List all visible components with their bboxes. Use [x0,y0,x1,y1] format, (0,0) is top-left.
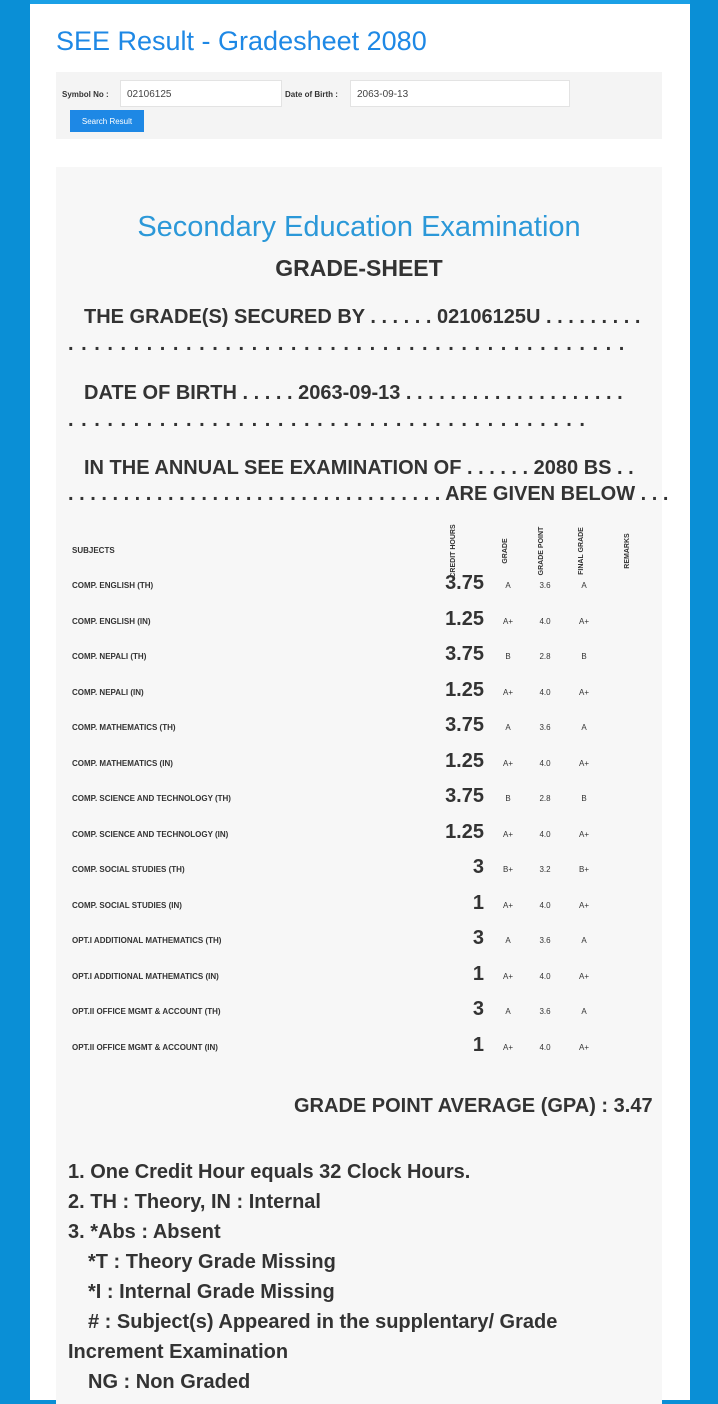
dob-input[interactable]: 2063-09-13 [350,80,570,107]
grade-point-cell: 4.0 [539,829,551,839]
subject-cell: COMP. SOCIAL STUDIES (TH) [72,865,185,874]
final-grade-cell: A [581,936,587,945]
subject-cell: COMP. NEPALI (TH) [72,652,147,661]
grade-cell: A+ [502,971,513,981]
remarks-header: REMARKS [624,533,631,569]
subject-cell: COMP. SCIENCE AND TECHNOLOGY (TH) [72,794,231,803]
grade-point-cell: 2.8 [539,652,551,661]
grade-point-cell: 3.6 [539,936,551,945]
grade-cell: A [505,936,511,945]
grade-point-cell: 3.2 [539,865,551,874]
note-item: # : Subject(s) Appeared in the supplentary/ Grade [88,1311,558,1333]
secured-dots: . . . . . . . . . . . . . . . . . . . . . . . . . . . . . . . . . . . . . . . . . . . [68,333,626,355]
final-grade-header: FINAL GRADE [578,527,585,575]
notes-list [68,1157,658,1397]
final-grade-cell: A+ [578,1042,589,1052]
search-form [56,72,662,139]
grade-point-header: GRADE POINT [538,526,545,576]
final-grade-cell: A+ [578,616,589,626]
page-container [30,0,690,1400]
grade-cell: A+ [502,687,513,697]
grade-cell: B+ [502,865,513,874]
grade-cell: A [505,1007,511,1016]
grade-point-cell: 3.6 [539,1007,551,1016]
grade-point-cell: 4.0 [539,971,551,981]
credit-hours-cell: 1.25 [445,820,484,843]
table-row [56,749,662,795]
credit-hours-cell: 3.75 [445,785,484,807]
table-row [56,785,662,830]
dob-label: Date of Birth : [285,90,338,99]
dob-dots: . . . . . . . . . . . . . . . . . . . . . . . . . . . . . . . . . . . . . . . . [68,409,586,431]
table-row [56,1033,662,1079]
table-row [56,678,662,724]
credit-hours-cell: 1 [472,891,484,914]
table-row [56,998,662,1043]
credit-hours-cell: 1 [472,1033,484,1056]
table-row [56,607,662,653]
grade-cell: A [505,723,511,732]
credit-hours-cell: 3.75 [445,643,484,665]
secured-by-line: THE GRADE(S) SECURED BY . . . . . . 02106125U . . . . . . . . . [84,306,641,328]
table-row [56,962,662,1008]
grade-point-cell: 2.8 [539,794,551,803]
table-row [56,927,662,972]
subject-cell: COMP. NEPALI (IN) [72,687,144,697]
subject-cell: COMP. ENGLISH (IN) [72,616,151,626]
gpa-summary: GRADE POINT AVERAGE (GPA) : 3.47 [294,1095,653,1117]
table-row [56,856,662,901]
grade-point-cell: 4.0 [539,616,551,626]
grade-cell: A+ [502,900,513,910]
symbol-input[interactable]: 02106125 [120,80,282,107]
grade-cell: B [505,794,511,803]
table-row [56,714,662,759]
symbol-label: Symbol No : [62,90,109,99]
note-item: 2. TH : Theory, IN : Internal [68,1191,321,1213]
grade-cell: A+ [502,1042,513,1052]
final-grade-cell: A+ [578,758,589,768]
final-grade-cell: A+ [578,900,589,910]
search-result-button[interactable]: Search Result [70,110,144,132]
credit-hours-cell: 3.75 [445,714,484,736]
final-grade-cell: A+ [578,971,589,981]
note-item: *T : Theory Grade Missing [88,1251,336,1273]
credit-hours-cell: 1.25 [445,607,484,630]
subject-cell: OPT.II OFFICE MGMT & ACCOUNT (IN) [72,1042,218,1052]
note-item: *I : Internal Grade Missing [88,1281,335,1303]
credit-hours-cell: 1.25 [445,749,484,772]
grade-header: GRADE [502,538,509,564]
credit-hours-header: CREDIT HOURS [450,524,457,578]
credit-hours-cell: 1 [472,962,484,985]
grade-sheet [56,167,669,1404]
subjects-header: SUBJECTS [72,546,115,555]
table-row [56,820,662,866]
dob-line: DATE OF BIRTH . . . . . 2063-09-13 . . . . . . . . . . . . . . . . . . . . [84,382,623,404]
subject-cell: OPT.I ADDITIONAL MATHEMATICS (TH) [72,936,222,945]
grade-point-cell: 4.0 [539,687,551,697]
subject-cell: COMP. SOCIAL STUDIES (IN) [72,900,182,910]
grade-cell: A [505,581,511,590]
final-grade-cell: A [581,581,587,590]
subject-cell: OPT.I ADDITIONAL MATHEMATICS (IN) [72,971,219,981]
subject-cell: OPT.II OFFICE MGMT & ACCOUNT (TH) [72,1007,221,1016]
grade-point-cell: 3.6 [539,723,551,732]
sheet-heading: Secondary Education Examination [137,211,581,243]
table-row [56,891,662,937]
note-item: 1. One Credit Hour equals 32 Clock Hours. [68,1161,471,1183]
final-grade-cell: B [581,652,587,661]
final-grade-cell: A [581,1007,587,1016]
credit-hours-cell: 3.75 [445,572,484,594]
final-grade-cell: B [581,794,587,803]
grade-cell: A+ [502,758,513,768]
grade-point-cell: 3.6 [539,581,551,590]
subject-cell: COMP. MATHEMATICS (TH) [72,723,176,732]
note-item: Increment Examination [68,1341,289,1363]
credit-hours-cell: 3 [472,998,484,1020]
grade-point-cell: 4.0 [539,900,551,910]
subject-cell: COMP. MATHEMATICS (IN) [72,758,173,768]
note-item: 3. *Abs : Absent [68,1221,221,1243]
note-item: NG : Non Graded [88,1371,251,1393]
subject-cell: COMP. SCIENCE AND TECHNOLOGY (IN) [72,829,229,839]
subject-cell: COMP. ENGLISH (TH) [72,581,154,590]
credit-hours-cell: 3 [472,927,484,949]
final-grade-cell: B+ [578,865,589,874]
credit-hours-cell: 1.25 [445,678,484,701]
grade-point-cell: 4.0 [539,1042,551,1052]
final-grade-cell: A+ [578,687,589,697]
table-row [56,572,662,617]
grade-point-cell: 4.0 [539,758,551,768]
exam-line-2: . . . . . . . . . . . . . . . . . . . . . . . . . . . . . . . . . . ARE GIVEN BELOW . . . [68,483,669,505]
sheet-subheading: GRADE-SHEET [275,255,443,281]
grade-cell: A+ [502,829,513,839]
table-row [56,643,662,688]
page-title: SEE Result - Gradesheet 2080 [56,26,427,56]
credit-hours-cell: 3 [472,856,484,878]
grade-cell: B [505,652,511,661]
final-grade-cell: A [581,723,587,732]
grade-cell: A+ [502,616,513,626]
final-grade-cell: A+ [578,829,589,839]
exam-line: IN THE ANNUAL SEE EXAMINATION OF . . . . . . 2080 BS . . [84,457,634,479]
